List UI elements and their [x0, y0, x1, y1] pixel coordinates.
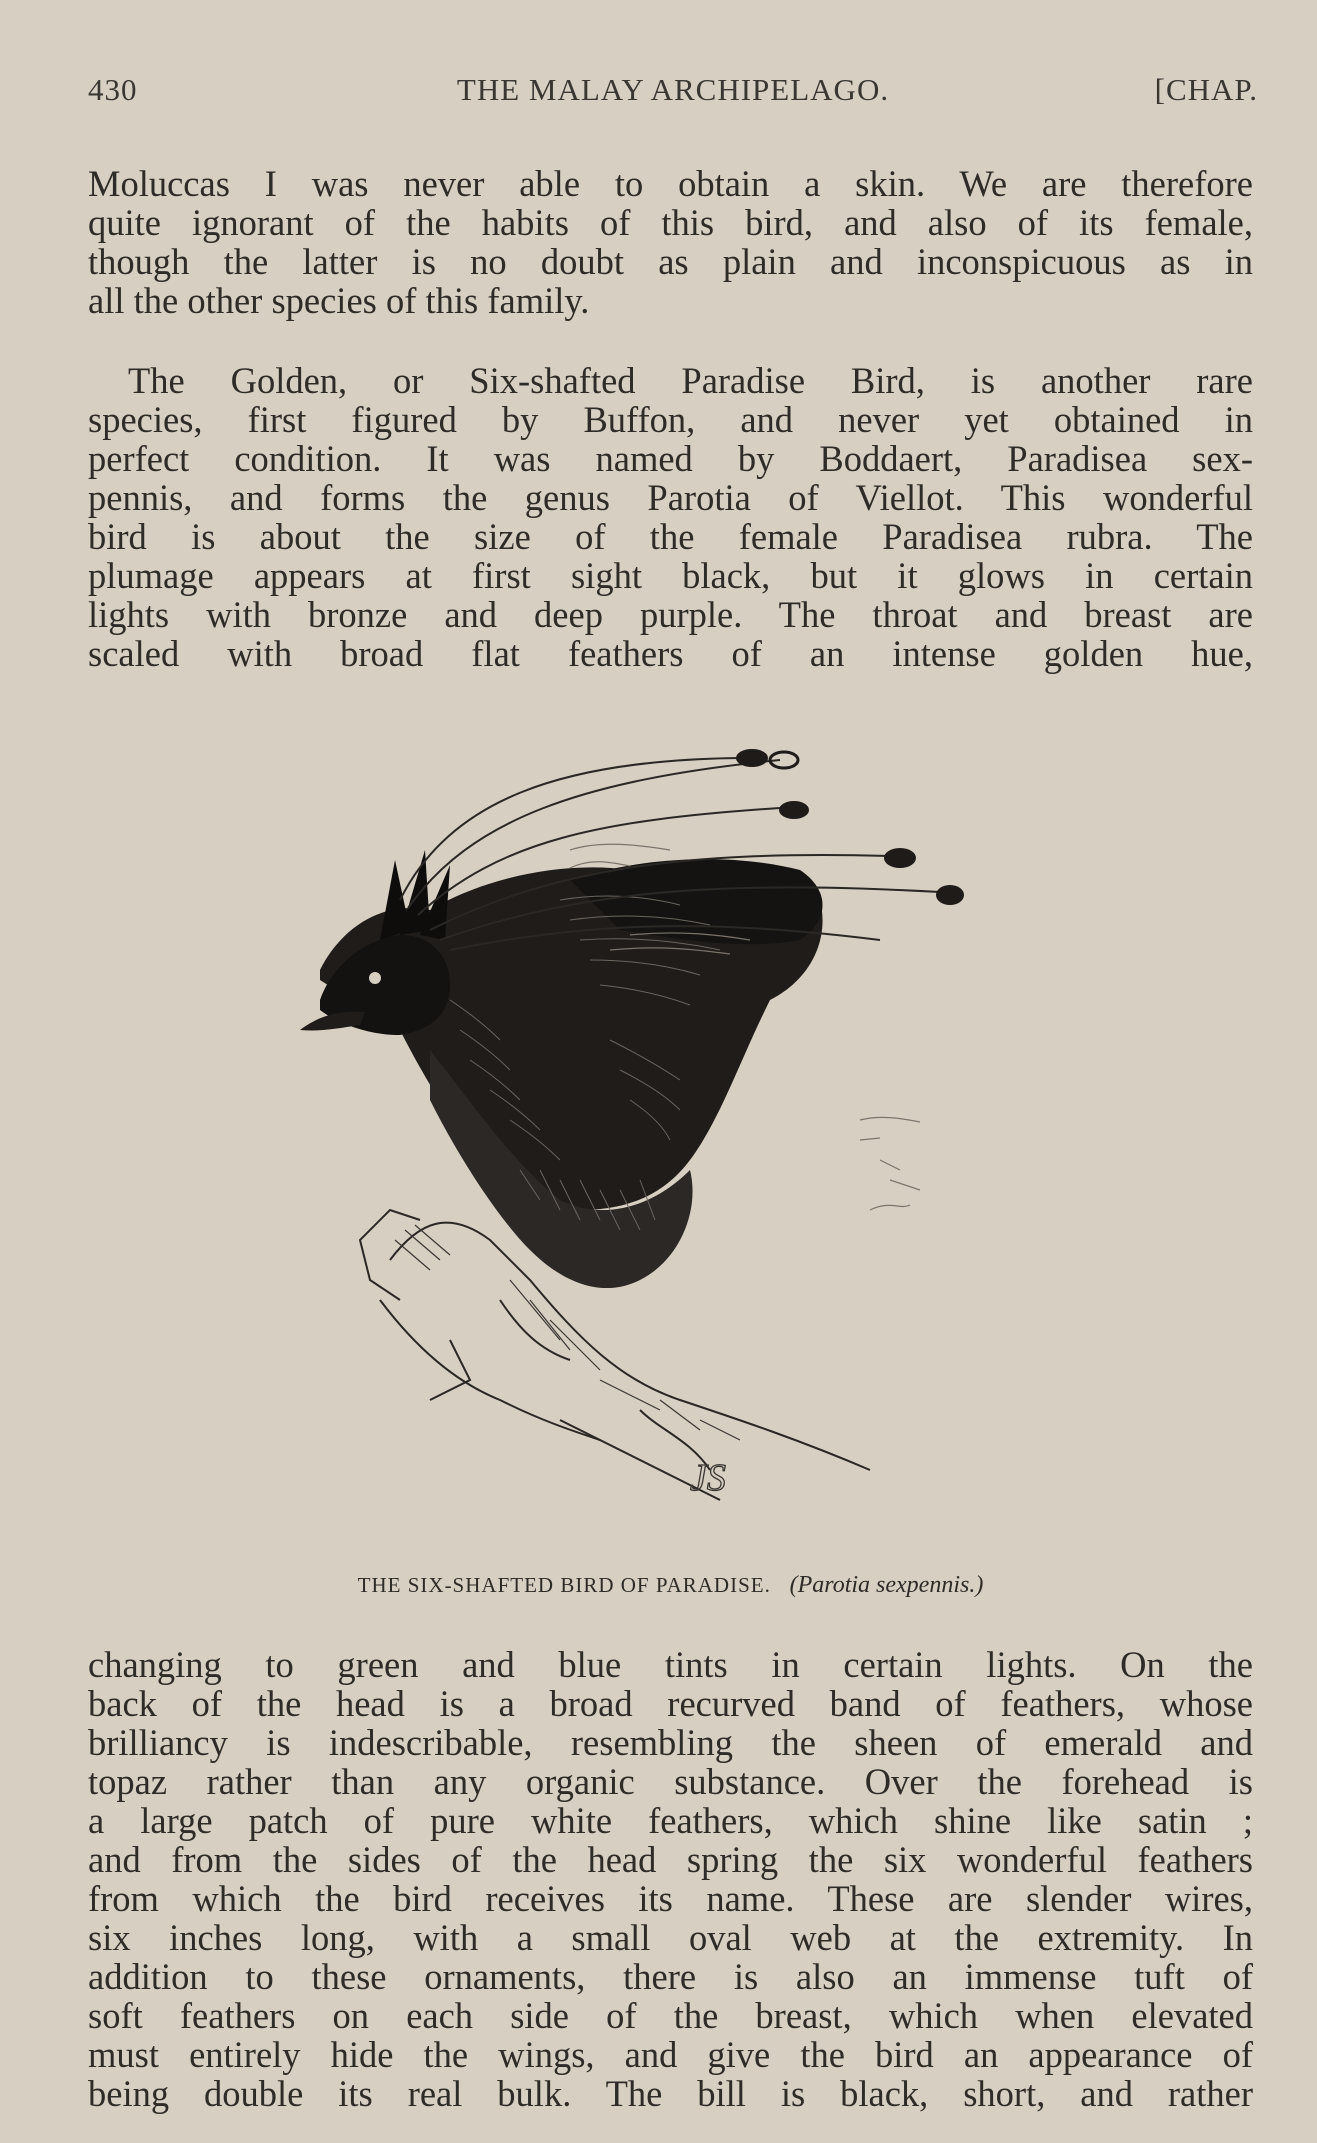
text-line: changing to green and blue tints in certain lights. On the	[88, 1644, 1253, 1685]
text-line: and from the sides of the head spring the six wonderful feathers	[88, 1839, 1253, 1880]
bird-illustration	[300, 740, 1060, 1530]
text-line: must entirely hide the wings, and give the bird an appearance of	[88, 2034, 1253, 2075]
paragraph-one	[88, 164, 1253, 320]
text-line: The Golden, or Six-shafted Paradise Bird, is another rare	[128, 360, 1253, 401]
text-line: perfect condition. It was named by Boddaert, Paradisea sex-	[88, 438, 1253, 479]
text-line: species, first figured by Buffon, and never yet obtained in	[88, 399, 1253, 440]
running-header	[88, 72, 1258, 122]
paragraph-two	[88, 361, 1253, 673]
text-line: topaz rather than any organic substance. Over the forehead is	[88, 1761, 1253, 1802]
text-line: six inches long, with a small oval web at the extremity. In	[88, 1917, 1253, 1958]
text-line: brilliancy is indescribable, resembling the sheen of emerald and	[88, 1722, 1253, 1763]
running-title: THE MALAY ARCHIPELAGO.	[456, 72, 890, 107]
page-number: 430	[88, 72, 138, 107]
text-line: back of the head is a broad recurved band of feathers, whose	[88, 1683, 1253, 1724]
text-line: being double its real bulk. The bill is black, short, and rather	[88, 2073, 1253, 2114]
crest	[380, 850, 450, 940]
text-line: addition to these ornaments, there is also an immense tuft of	[88, 1956, 1253, 1997]
eye-icon	[369, 972, 381, 984]
text-line: all the other species of this family.	[88, 280, 590, 321]
engraver-monogram: JS	[690, 1457, 726, 1499]
text-line: from which the bird receives its name. These are slender wires,	[88, 1878, 1253, 1919]
caption-main: THE SIX-SHAFTED BIRD OF PARADISE.	[357, 1573, 771, 1597]
figure-caption	[88, 1572, 1253, 1599]
caption-species: (Parotia sexpennis.)	[789, 1572, 984, 1598]
text-line: though the latter is no doubt as plain and inconspicuous as in	[88, 241, 1253, 282]
text-line: plumage appears at first sight black, but it glows in certain	[88, 555, 1253, 596]
paragraph-three	[88, 1645, 1253, 2113]
text-line: pennis, and forms the genus Parotia of Viellot. This wonderful	[88, 477, 1253, 518]
text-line: a large patch of pure white feathers, which shine like satin ;	[88, 1800, 1253, 1841]
text-line: bird is about the size of the female Paradisea rubra. The	[88, 516, 1253, 557]
head	[300, 935, 450, 1035]
text-line: Moluccas I was never able to obtain a skin. We are therefore	[88, 163, 1253, 204]
text-line: lights with bronze and deep purple. The throat and breast are	[88, 594, 1253, 635]
text-line: soft feathers on each side of the breast, which when elevated	[88, 1995, 1253, 2036]
text-line: scaled with broad flat feathers of an intense golden hue,	[88, 633, 1253, 674]
chapter-mark: [CHAP.	[1154, 72, 1258, 107]
text-line: quite ignorant of the habits of this bird, and also of its female,	[88, 202, 1253, 243]
